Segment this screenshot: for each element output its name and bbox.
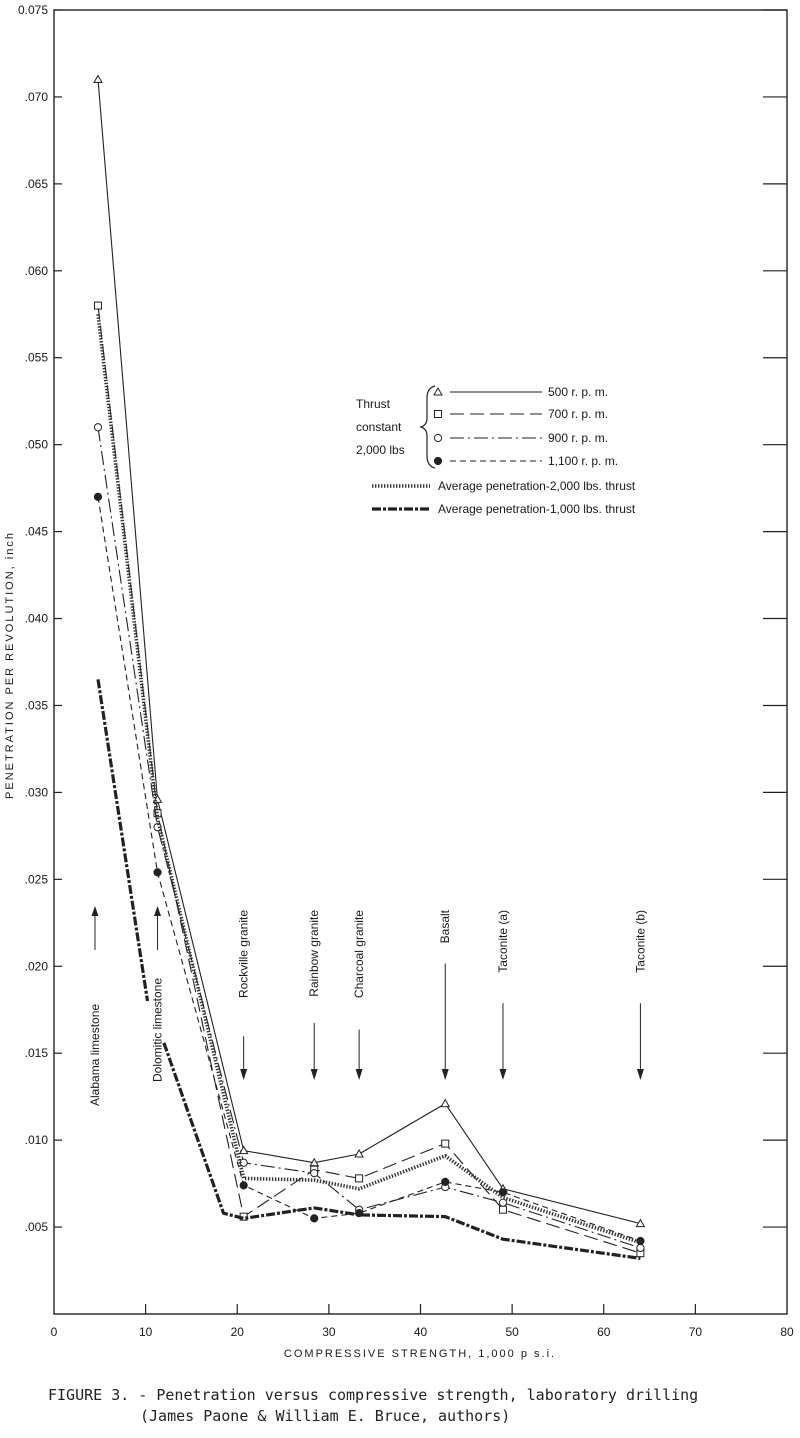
legend-marker <box>434 457 441 464</box>
y-tick-label: .015 <box>24 1046 48 1061</box>
y-tick-label: .020 <box>24 959 48 974</box>
arrow-head <box>240 1069 247 1080</box>
data-point <box>94 424 101 431</box>
data-point <box>499 1189 506 1196</box>
legend-group-title: constant <box>356 420 402 434</box>
data-point <box>94 493 101 500</box>
series-line <box>164 1043 641 1259</box>
legend-entry <box>434 454 618 468</box>
legend-label: 500 r. p. m. <box>548 385 609 399</box>
series-3 <box>94 424 644 1252</box>
legend-marker <box>435 411 442 418</box>
data-point <box>499 1206 506 1213</box>
data-point <box>441 1100 449 1107</box>
arrow-head <box>442 1069 449 1080</box>
y-axis-label: PENETRATION PER REVOLUTION, inch <box>4 531 16 799</box>
legend-entry <box>372 479 636 493</box>
series-1 <box>94 76 644 1227</box>
rock-label: Alabama limestone <box>87 1003 102 1106</box>
x-tick-label: 30 <box>322 1325 336 1339</box>
rock-annotation <box>438 909 452 1080</box>
x-tick-label: 0 <box>50 1325 58 1339</box>
legend-entry <box>434 431 608 445</box>
rock-annotation <box>352 910 366 1080</box>
rock-annotation <box>307 910 321 1080</box>
data-point <box>356 1175 363 1182</box>
arrow-head <box>637 1069 644 1080</box>
y-tick-label: 0.075 <box>17 3 48 17</box>
legend-marker <box>434 434 441 441</box>
x-tick-label: 40 <box>413 1325 428 1339</box>
series-line <box>98 497 640 1241</box>
rock-annotation <box>151 906 165 1082</box>
y-tick-label: .005 <box>24 1220 48 1235</box>
rock-annotation <box>633 910 647 1080</box>
data-point <box>94 76 102 83</box>
data-point <box>637 1244 644 1251</box>
arrow-head <box>154 906 161 916</box>
legend-label: Average penetration-2,000 lbs. thrust <box>438 479 636 493</box>
rock-label: Basalt <box>438 910 453 944</box>
series-line <box>98 427 640 1248</box>
y-tick-label: .065 <box>24 176 48 191</box>
data-point <box>442 1178 449 1185</box>
y-tick-label: .070 <box>24 89 48 104</box>
figure-caption-line-1: FIGURE 3. - Penetration versus compressive strength, laboratory drilling <box>48 1386 699 1404</box>
rock-label: Charcoal granite <box>352 910 367 999</box>
x-tick-label: 80 <box>780 1325 794 1339</box>
legend-brace <box>421 386 435 468</box>
legend-entry <box>372 502 636 516</box>
rock-label: Rainbow granite <box>307 910 322 997</box>
x-tick-label: 20 <box>230 1325 244 1339</box>
arrow-head <box>311 1069 318 1080</box>
data-point <box>94 302 101 309</box>
y-tick-label: .045 <box>24 524 48 539</box>
rock-label: Dolomitic limestone <box>150 977 165 1082</box>
y-tick-label: .060 <box>24 263 48 278</box>
x-axis-label: COMPRESSIVE STRENGTH, 1,000 p s.i. <box>283 1348 557 1360</box>
data-point <box>311 1215 318 1222</box>
data-point <box>311 1170 318 1177</box>
x-tick-label: 10 <box>138 1325 153 1339</box>
data-point <box>240 1147 248 1154</box>
series-4 <box>94 493 644 1244</box>
data-point <box>442 1140 449 1147</box>
y-tick-label: .040 <box>24 611 48 626</box>
x-tick-label: 50 <box>505 1325 519 1339</box>
series-line <box>98 80 640 1224</box>
rock-annotation <box>237 910 251 1080</box>
rock-annotation <box>496 910 510 1080</box>
legend-group-title: 2,000 lbs <box>356 443 405 457</box>
data-point <box>240 1182 247 1189</box>
legend-label: 900 r. p. m. <box>548 431 609 445</box>
figure-caption-line-2: (James Paone & William E. Bruce, authors) <box>140 1407 511 1425</box>
legend-label: 700 r. p. m. <box>548 407 609 421</box>
data-point <box>154 869 161 876</box>
data-point <box>499 1199 506 1206</box>
legend-entry <box>435 407 609 421</box>
x-tick-label: 60 <box>597 1325 611 1339</box>
y-tick-label: .050 <box>24 437 48 452</box>
series-line <box>98 679 148 1001</box>
arrow-head <box>356 1069 363 1080</box>
legend-marker <box>434 388 442 395</box>
data-point <box>355 1150 363 1157</box>
y-tick-label: .055 <box>24 350 48 365</box>
legend-label: 1,100 r. p. m. <box>548 454 619 468</box>
y-tick-label: .035 <box>24 698 48 713</box>
arrow-head <box>91 906 98 916</box>
y-tick-label: .030 <box>24 785 48 800</box>
series-6 <box>98 679 640 1258</box>
rock-label: Taconite (b) <box>633 910 648 973</box>
rock-label: Taconite (a) <box>495 910 510 973</box>
series-group <box>94 76 644 1259</box>
legend <box>356 385 636 516</box>
legend-label: Average penetration-1,000 lbs. thrust <box>438 502 636 516</box>
rock-annotation <box>88 906 102 1106</box>
arrow-head <box>499 1069 506 1080</box>
y-tick-label: .025 <box>24 872 48 887</box>
legend-group-title: Thrust <box>356 397 391 411</box>
rock-annotations <box>88 906 647 1106</box>
x-tick-label: 70 <box>688 1325 703 1339</box>
x-axis-ticks <box>51 1304 794 1339</box>
y-tick-label: .010 <box>24 1133 48 1148</box>
legend-entry <box>434 385 608 399</box>
rock-label: Rockville granite <box>236 910 251 999</box>
